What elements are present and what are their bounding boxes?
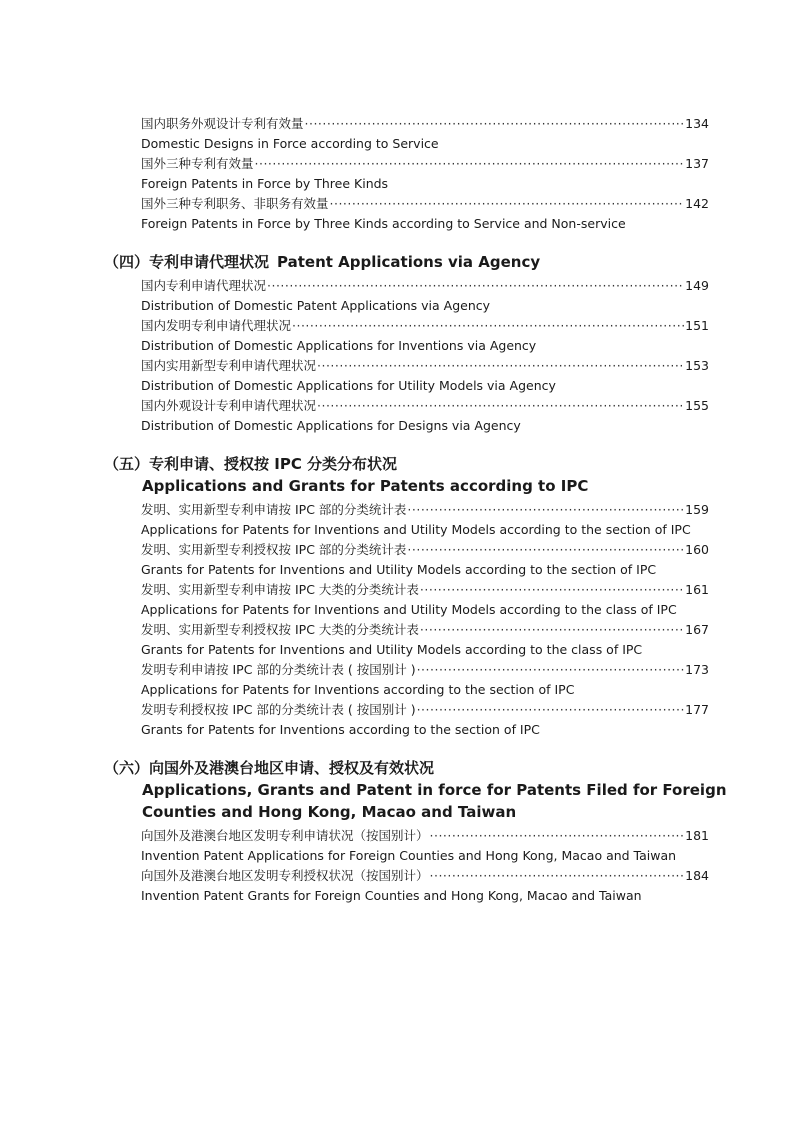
- dot-leader: [430, 866, 685, 886]
- toc-entry-title-zh[interactable]: 发明、实用新型专利授权按 IPC 部的分类统计表: [141, 542, 407, 557]
- toc-entry-title-en[interactable]: Distribution of Domestic Applications for Utility Models via Agency: [141, 378, 556, 393]
- toc-entry-zh-row[interactable]: [141, 316, 709, 336]
- toc-entry-title-en[interactable]: Distribution of Domestic Applications for Designs via Agency: [141, 418, 521, 433]
- dot-leader: [430, 826, 685, 846]
- dot-leader: [420, 580, 684, 600]
- toc-entry-title-en[interactable]: Applications for Patents for Inventions and Utility Models according to the class of IPC: [141, 602, 677, 617]
- toc-page-number[interactable]: 137: [685, 156, 709, 171]
- dot-leader: [330, 194, 685, 214]
- toc-entry[interactable]: [141, 700, 709, 740]
- toc-entry-title-zh[interactable]: 向国外及港澳台地区发明专利授权状况（按国别计）: [141, 868, 429, 883]
- toc-entry-title-zh[interactable]: 发明、实用新型专利申请按 IPC 大类的分类统计表: [141, 582, 419, 597]
- toc-entry-title-zh[interactable]: 向国外及港澳台地区发明专利申请状况（按国别计）: [141, 828, 429, 843]
- dot-leader: [417, 700, 685, 720]
- toc-entry-title-zh[interactable]: 发明专利申请按 IPC 部的分类统计表 ( 按国别计 ): [141, 662, 416, 677]
- section-heading: [104, 251, 704, 273]
- section-title-en-line: Applications and Grants for Patents according to IPC: [142, 477, 589, 495]
- toc-sections: [0, 251, 793, 906]
- toc-entry[interactable]: [141, 114, 709, 154]
- toc-section: [0, 251, 793, 436]
- table-of-contents: [0, 114, 793, 906]
- toc-entry[interactable]: [141, 580, 709, 620]
- section-heading-row: [104, 251, 704, 273]
- toc-entry-zh-row[interactable]: [141, 540, 709, 560]
- toc-entry-title-en[interactable]: Invention Patent Grants for Foreign Counties and Hong Kong, Macao and Taiwan: [141, 888, 642, 903]
- section-number: （六）: [104, 759, 150, 777]
- toc-entry[interactable]: [141, 826, 709, 866]
- dot-leader: [317, 396, 684, 416]
- toc-entry-title-zh[interactable]: 发明、实用新型专利申请按 IPC 部的分类统计表: [141, 502, 407, 517]
- toc-entry-title-zh[interactable]: 国外三种专利有效量: [141, 156, 254, 171]
- dot-leader: [267, 276, 684, 296]
- toc-entry-title-en[interactable]: Grants for Patents for Inventions according to the section of IPC: [141, 722, 540, 737]
- toc-entry-title-en[interactable]: Applications for Patents for Inventions according to the section of IPC: [141, 682, 575, 697]
- toc-entry-title-zh[interactable]: 国内发明专利申请代理状况: [141, 318, 292, 333]
- toc-entry-zh-row[interactable]: [141, 114, 709, 134]
- toc-entry-title-en[interactable]: Invention Patent Applications for Foreign Counties and Hong Kong, Macao and Taiwan: [141, 848, 677, 863]
- toc-page-number[interactable]: 177: [685, 702, 709, 717]
- toc-entry-title-zh[interactable]: 国内职务外观设计专利有效量: [141, 116, 304, 131]
- dot-leader: [407, 500, 684, 520]
- toc-page-number[interactable]: 181: [685, 828, 709, 843]
- toc-entry-title-en[interactable]: Grants for Patents for Inventions and Utility Models according to the section of IPC: [141, 562, 657, 577]
- section-title-en: Patent Applications via Agency: [277, 253, 541, 271]
- toc-entry-zh-row[interactable]: [141, 154, 709, 174]
- toc-page-number[interactable]: 184: [685, 868, 709, 883]
- toc-entry-zh-row[interactable]: [141, 276, 709, 296]
- section-heading: [104, 453, 704, 497]
- toc-entry-zh-row[interactable]: [141, 580, 709, 600]
- toc-entry-zh-row[interactable]: [141, 700, 709, 720]
- toc-page-number[interactable]: 160: [685, 542, 709, 557]
- toc-entry[interactable]: [141, 316, 709, 356]
- toc-entry-title-en[interactable]: Grants for Patents for Inventions and Utility Models according to the class of IPC: [141, 642, 643, 657]
- toc-entry[interactable]: [141, 194, 709, 234]
- dot-leader: [417, 660, 685, 680]
- toc-entry-title-en[interactable]: Domestic Designs in Force according to Service: [141, 136, 439, 151]
- intro-entries: [0, 114, 793, 234]
- toc-page-number[interactable]: 134: [685, 116, 709, 131]
- toc-page-number[interactable]: 149: [685, 278, 709, 293]
- section-title-zh: 专利申请、授权按 IPC 分类分布状况: [149, 455, 398, 473]
- toc-entry-title-zh[interactable]: 国内实用新型专利申请代理状况: [141, 358, 317, 373]
- dot-leader: [420, 620, 684, 640]
- toc-entry-title-zh[interactable]: 发明专利授权按 IPC 部的分类统计表 ( 按国别计 ): [141, 702, 416, 717]
- toc-entry-title-zh[interactable]: 国内外观设计专利申请代理状况: [141, 398, 317, 413]
- toc-entry-zh-row[interactable]: [141, 194, 709, 214]
- toc-entry-title-zh[interactable]: 国内专利申请代理状况: [141, 278, 267, 293]
- section-heading-row: [104, 757, 704, 779]
- toc-entry[interactable]: [141, 866, 709, 906]
- toc-entry[interactable]: [141, 396, 709, 436]
- toc-entry-title-en[interactable]: Distribution of Domestic Patent Applications via Agency: [141, 298, 491, 313]
- toc-entry[interactable]: [141, 154, 709, 194]
- section-title-en-line: Applications, Grants and Patent in force for Patents Filed for Foreign: [142, 781, 727, 799]
- section-heading-row: [104, 453, 704, 475]
- toc-entry[interactable]: [141, 500, 709, 540]
- toc-page-number[interactable]: 161: [685, 582, 709, 597]
- toc-entry-title-zh[interactable]: 发明、实用新型专利授权按 IPC 大类的分类统计表: [141, 622, 419, 637]
- toc-entry-zh-row[interactable]: [141, 356, 709, 376]
- toc-entry-zh-row[interactable]: [141, 500, 709, 520]
- toc-entry-zh-row[interactable]: [141, 660, 709, 680]
- toc-entry[interactable]: [141, 356, 709, 396]
- section-heading: [104, 757, 727, 823]
- section-number: （五）: [104, 455, 150, 473]
- toc-entry-zh-row[interactable]: [141, 826, 709, 846]
- section-title-zh: 专利申请代理状况: [149, 253, 270, 271]
- toc-section: [0, 453, 793, 740]
- toc-entry-zh-row[interactable]: [141, 396, 709, 416]
- toc-page-number[interactable]: 155: [685, 398, 709, 413]
- toc-page-number[interactable]: 173: [685, 662, 709, 677]
- toc-page-number[interactable]: 159: [685, 502, 709, 517]
- toc-page-number[interactable]: 153: [685, 358, 709, 373]
- dot-leader: [255, 154, 685, 174]
- toc-entry[interactable]: [141, 620, 709, 660]
- section-title-zh: 向国外及港澳台地区申请、授权及有效状况: [149, 759, 435, 777]
- section-number: （四）: [104, 253, 150, 271]
- toc-entry-title-zh[interactable]: 国外三种专利职务、非职务有效量: [141, 196, 329, 211]
- toc-entry-title-en[interactable]: Applications for Patents for Inventions and Utility Models according to the section of IPC: [141, 522, 691, 537]
- dot-leader: [317, 356, 684, 376]
- dot-leader: [305, 114, 685, 134]
- toc-entry-title-en[interactable]: Foreign Patents in Force by Three Kinds according to Service and Non-service: [141, 216, 626, 231]
- toc-entry[interactable]: [141, 660, 709, 700]
- toc-page-number[interactable]: 167: [685, 622, 709, 637]
- toc-entry[interactable]: [141, 540, 709, 580]
- toc-entry-title-en[interactable]: Distribution of Domestic Applications for Inventions via Agency: [141, 338, 537, 353]
- toc-entry-zh-row[interactable]: [141, 620, 709, 640]
- toc-page-number[interactable]: 151: [685, 318, 709, 333]
- dot-leader: [407, 540, 684, 560]
- toc-entry-zh-row[interactable]: [141, 866, 709, 886]
- dot-leader: [292, 316, 684, 336]
- section-title-en-line: Counties and Hong Kong, Macao and Taiwan: [142, 803, 517, 821]
- toc-entry-title-en[interactable]: Foreign Patents in Force by Three Kinds: [141, 176, 389, 191]
- toc-section: [0, 757, 793, 906]
- toc-entry[interactable]: [141, 276, 709, 316]
- toc-page-number[interactable]: 142: [685, 196, 709, 211]
